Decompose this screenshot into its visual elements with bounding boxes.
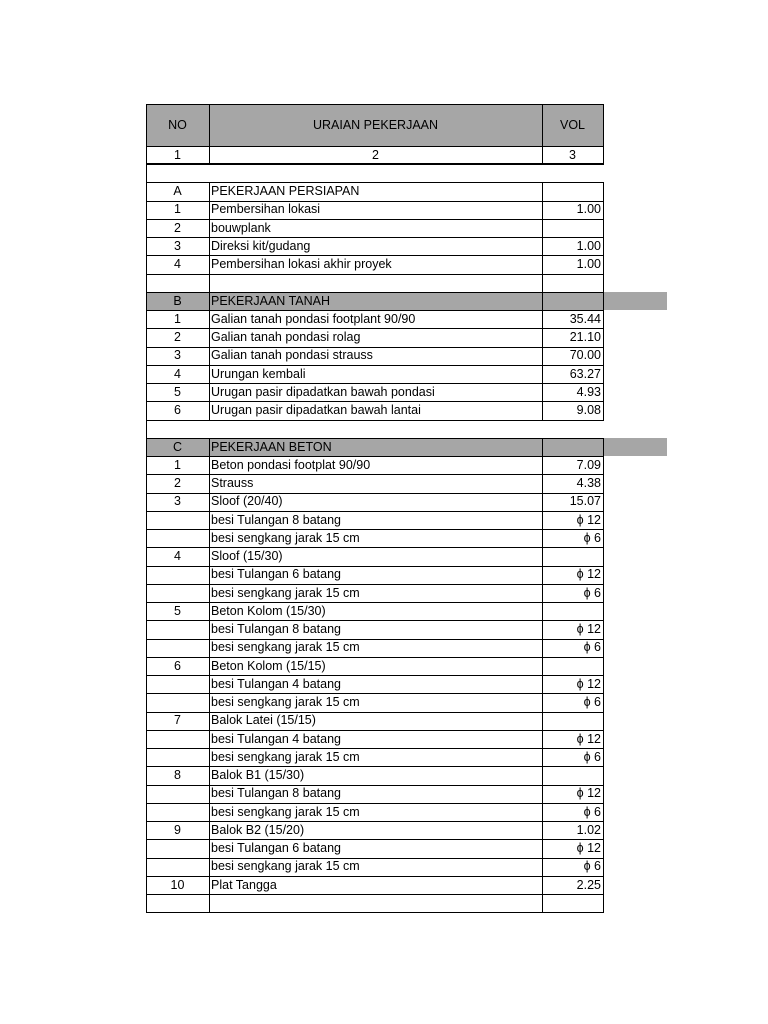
grid-vline bbox=[209, 104, 210, 164]
row-description: besi Tulangan 6 batang bbox=[211, 567, 341, 582]
row-no: C bbox=[172, 439, 183, 454]
row-volume: ϕ 6 bbox=[583, 695, 601, 710]
row-volume: ϕ 6 bbox=[583, 585, 601, 600]
colnum-uraian: 2 bbox=[372, 147, 379, 162]
row-no: 6 bbox=[174, 403, 181, 418]
table-row bbox=[0, 639, 768, 657]
row-description: besi sengkang jarak 15 cm bbox=[211, 804, 360, 819]
table-row bbox=[0, 237, 768, 255]
table-row bbox=[0, 493, 768, 511]
grid-hline bbox=[146, 255, 604, 256]
table-row bbox=[0, 712, 768, 730]
table-row bbox=[0, 383, 768, 401]
row-volume: 1.00 bbox=[576, 202, 601, 217]
row-volume bbox=[542, 712, 603, 730]
row-description bbox=[209, 164, 542, 182]
row-no: 4 bbox=[174, 257, 181, 272]
row-no bbox=[146, 274, 209, 292]
table-row bbox=[0, 347, 768, 365]
row-volume: 1.00 bbox=[576, 238, 601, 253]
table-row bbox=[0, 839, 768, 857]
row-volume: 35.44 bbox=[569, 311, 601, 326]
row-description: Beton pondasi footplat 90/90 bbox=[211, 457, 371, 472]
row-no: 10 bbox=[170, 877, 185, 892]
grid-hline bbox=[146, 164, 604, 165]
row-no: 5 bbox=[174, 384, 181, 399]
row-description: Direksi kit/gudang bbox=[211, 238, 311, 253]
grid-hline bbox=[146, 566, 604, 567]
row-description: Urugan pasir dipadatkan bawah pondasi bbox=[211, 384, 435, 399]
row-no: 4 bbox=[174, 366, 181, 381]
grid-hline bbox=[146, 675, 604, 676]
table-row bbox=[0, 310, 768, 328]
row-no: 8 bbox=[174, 768, 181, 783]
row-volume: ϕ 12 bbox=[576, 786, 601, 801]
table-row bbox=[0, 529, 768, 547]
row-volume bbox=[542, 438, 603, 456]
row-volume: 21.10 bbox=[569, 330, 601, 345]
grid-hline bbox=[146, 547, 604, 548]
table-row bbox=[0, 255, 768, 273]
row-no bbox=[146, 785, 209, 803]
row-no bbox=[146, 894, 209, 912]
table-row bbox=[0, 766, 768, 784]
row-no: B bbox=[173, 293, 182, 308]
row-volume: ϕ 6 bbox=[583, 859, 601, 874]
row-no: 4 bbox=[174, 549, 181, 564]
table-row bbox=[0, 821, 768, 839]
row-volume: 2.25 bbox=[576, 877, 601, 892]
header-uraian: URAIAN PEKERJAAN bbox=[312, 118, 439, 132]
row-no bbox=[146, 620, 209, 638]
table-row bbox=[0, 858, 768, 876]
grid-hline bbox=[146, 274, 604, 275]
row-description: Galian tanah pondasi strauss bbox=[211, 348, 373, 363]
row-description: besi sengkang jarak 15 cm bbox=[211, 695, 360, 710]
row-volume: ϕ 6 bbox=[583, 530, 601, 545]
grid-hline bbox=[146, 237, 604, 238]
row-description: Pembersihan lokasi akhir proyek bbox=[211, 257, 392, 272]
row-no: 5 bbox=[174, 603, 181, 618]
section-row bbox=[0, 292, 768, 310]
row-description: besi sengkang jarak 15 cm bbox=[211, 585, 360, 600]
colnum-no: 1 bbox=[174, 147, 181, 162]
grid-hline bbox=[146, 456, 604, 457]
row-no: 1 bbox=[174, 202, 181, 217]
row-description: Urugan pasir dipadatkan bawah lantai bbox=[211, 403, 421, 418]
row-no: 3 bbox=[174, 494, 181, 509]
grid-hline bbox=[146, 876, 604, 877]
grid-hline bbox=[146, 639, 604, 640]
row-description: PEKERJAAN BETON bbox=[211, 439, 332, 454]
row-no: A bbox=[173, 184, 182, 199]
row-volume: ϕ 12 bbox=[576, 676, 601, 691]
grid-hline bbox=[146, 912, 604, 913]
table-row bbox=[0, 420, 768, 438]
row-description: Balok Latei (15/15) bbox=[211, 713, 316, 728]
row-no bbox=[146, 511, 209, 529]
grid-hline bbox=[146, 347, 604, 348]
row-description bbox=[209, 420, 542, 438]
grid-hline bbox=[146, 620, 604, 621]
row-volume bbox=[542, 766, 603, 784]
row-volume bbox=[542, 274, 603, 292]
table-row bbox=[0, 785, 768, 803]
table-row bbox=[0, 657, 768, 675]
row-no: 1 bbox=[174, 311, 181, 326]
row-description: Beton Kolom (15/15) bbox=[211, 658, 326, 673]
table-row bbox=[0, 584, 768, 602]
row-no bbox=[146, 730, 209, 748]
row-no: 1 bbox=[174, 457, 181, 472]
table-row bbox=[0, 401, 768, 419]
table-row bbox=[0, 803, 768, 821]
section-row bbox=[0, 438, 768, 456]
row-no bbox=[146, 748, 209, 766]
table-row bbox=[0, 365, 768, 383]
row-volume: ϕ 12 bbox=[576, 841, 601, 856]
grid-hline bbox=[146, 858, 604, 859]
grid-hline bbox=[146, 584, 604, 585]
row-description: Pembersihan lokasi bbox=[211, 202, 321, 217]
row-no bbox=[146, 164, 209, 182]
row-volume: ϕ 12 bbox=[576, 731, 601, 746]
row-volume: 7.09 bbox=[576, 457, 601, 472]
grid-hline bbox=[146, 104, 604, 105]
row-no bbox=[146, 420, 209, 438]
row-no: 2 bbox=[174, 330, 181, 345]
row-no bbox=[146, 529, 209, 547]
row-no bbox=[146, 693, 209, 711]
row-description: besi sengkang jarak 15 cm bbox=[211, 859, 360, 874]
row-no bbox=[146, 803, 209, 821]
row-volume: 15.07 bbox=[569, 494, 601, 509]
grid-hline bbox=[146, 401, 604, 402]
grid-vline bbox=[603, 104, 604, 164]
row-no: 9 bbox=[174, 822, 181, 837]
grid-vline bbox=[209, 438, 210, 913]
table-row bbox=[0, 328, 768, 346]
table-row bbox=[0, 730, 768, 748]
grid-hline bbox=[146, 766, 604, 767]
grid-vline bbox=[542, 438, 543, 913]
row-no bbox=[146, 675, 209, 693]
row-no: 2 bbox=[174, 476, 181, 491]
row-no: 2 bbox=[174, 220, 181, 235]
grid-hline bbox=[146, 529, 604, 530]
row-no bbox=[146, 639, 209, 657]
grid-hline bbox=[146, 821, 604, 822]
grid-vline bbox=[542, 182, 543, 420]
row-description: Strauss bbox=[211, 476, 254, 491]
row-no: 6 bbox=[174, 658, 181, 673]
grid-vline bbox=[603, 438, 604, 913]
row-description: Sloof (20/40) bbox=[211, 494, 283, 509]
row-volume bbox=[542, 292, 603, 310]
grid-hline bbox=[146, 219, 604, 220]
grid-hline bbox=[146, 420, 604, 421]
grid-hline bbox=[146, 182, 604, 183]
grid-hline bbox=[146, 146, 604, 147]
row-volume bbox=[542, 894, 603, 912]
row-volume bbox=[542, 602, 603, 620]
row-description: Plat Tangga bbox=[211, 877, 277, 892]
grid-hline bbox=[146, 602, 604, 603]
row-volume: 70.00 bbox=[569, 348, 601, 363]
grid-vline bbox=[209, 182, 210, 420]
row-no bbox=[146, 858, 209, 876]
grid-vline bbox=[542, 104, 543, 164]
colnum-vol: 3 bbox=[569, 147, 576, 162]
row-no bbox=[146, 566, 209, 584]
row-description: besi Tulangan 8 batang bbox=[211, 622, 341, 637]
row-description: Galian tanah pondasi rolag bbox=[211, 330, 361, 345]
row-description: PEKERJAAN PERSIAPAN bbox=[211, 184, 360, 199]
row-volume: ϕ 12 bbox=[576, 512, 601, 527]
row-volume: 4.93 bbox=[576, 384, 601, 399]
grid-hline bbox=[146, 730, 604, 731]
row-description: besi sengkang jarak 15 cm bbox=[211, 530, 360, 545]
row-volume: 63.27 bbox=[569, 366, 601, 381]
table-row bbox=[0, 748, 768, 766]
header-vol: VOL bbox=[559, 118, 585, 132]
grid-vline bbox=[146, 104, 147, 913]
grid-hline bbox=[146, 201, 604, 202]
row-volume: 9.08 bbox=[576, 403, 601, 418]
grid-hline bbox=[146, 511, 604, 512]
row-volume bbox=[542, 547, 603, 565]
table-row bbox=[0, 547, 768, 565]
table-row bbox=[0, 602, 768, 620]
table-row bbox=[0, 164, 768, 182]
header-no: NO bbox=[168, 118, 187, 132]
row-description: besi Tulangan 4 batang bbox=[211, 731, 341, 746]
row-volume: ϕ 12 bbox=[576, 622, 601, 637]
row-no: 3 bbox=[174, 348, 181, 363]
row-description: besi Tulangan 4 batang bbox=[211, 676, 341, 691]
row-description: Balok B2 (15/20) bbox=[211, 822, 305, 837]
row-description: Urungan kembali bbox=[211, 366, 306, 381]
row-volume: 1.02 bbox=[576, 822, 601, 837]
grid-hline bbox=[146, 748, 604, 749]
row-volume: 1.00 bbox=[576, 257, 601, 272]
row-description: Beton Kolom (15/30) bbox=[211, 603, 326, 618]
row-volume bbox=[542, 164, 603, 182]
table-row bbox=[0, 201, 768, 219]
grid-hline bbox=[146, 803, 604, 804]
row-volume: ϕ 6 bbox=[583, 749, 601, 764]
row-description: Balok B1 (15/30) bbox=[211, 768, 305, 783]
row-no bbox=[146, 839, 209, 857]
row-description bbox=[209, 894, 542, 912]
row-description: besi Tulangan 6 batang bbox=[211, 841, 341, 856]
row-description: bouwplank bbox=[211, 220, 271, 235]
grid-hline bbox=[146, 785, 604, 786]
table-row bbox=[0, 274, 768, 292]
grid-hline bbox=[146, 438, 604, 439]
table-row bbox=[0, 511, 768, 529]
grid-hline bbox=[146, 383, 604, 384]
row-description: besi Tulangan 8 batang bbox=[211, 512, 341, 527]
row-volume bbox=[542, 219, 603, 237]
row-description: besi sengkang jarak 15 cm bbox=[211, 749, 360, 764]
grid-hline bbox=[146, 292, 604, 293]
grid-hline bbox=[146, 310, 604, 311]
row-description: besi Tulangan 8 batang bbox=[211, 786, 341, 801]
table-row bbox=[0, 566, 768, 584]
grid-vline bbox=[603, 182, 604, 420]
table-row bbox=[0, 894, 768, 912]
table-row bbox=[0, 620, 768, 638]
row-volume bbox=[542, 182, 603, 200]
grid-hline bbox=[146, 712, 604, 713]
row-no bbox=[146, 584, 209, 602]
table-row bbox=[0, 876, 768, 894]
row-description: Sloof (15/30) bbox=[211, 549, 283, 564]
row-description bbox=[209, 274, 542, 292]
row-volume: 4.38 bbox=[576, 476, 601, 491]
grid-hline bbox=[146, 328, 604, 329]
row-volume bbox=[542, 420, 603, 438]
grid-hline bbox=[146, 657, 604, 658]
row-description: PEKERJAAN TANAH bbox=[211, 293, 331, 308]
row-description: besi sengkang jarak 15 cm bbox=[211, 640, 360, 655]
row-no: 7 bbox=[174, 713, 181, 728]
section-row bbox=[0, 182, 768, 200]
grid-hline bbox=[146, 474, 604, 475]
row-volume: ϕ 6 bbox=[583, 804, 601, 819]
table-row bbox=[0, 693, 768, 711]
grid-hline bbox=[146, 493, 604, 494]
row-volume: ϕ 6 bbox=[583, 640, 601, 655]
row-no: 3 bbox=[174, 238, 181, 253]
table-row bbox=[0, 456, 768, 474]
row-volume: ϕ 12 bbox=[576, 567, 601, 582]
table-row bbox=[0, 219, 768, 237]
table-row bbox=[0, 675, 768, 693]
table-row bbox=[0, 474, 768, 492]
grid-hline bbox=[146, 894, 604, 895]
grid-hline bbox=[146, 839, 604, 840]
grid-hline bbox=[146, 365, 604, 366]
row-volume bbox=[542, 657, 603, 675]
row-description: Galian tanah pondasi footplant 90/90 bbox=[211, 311, 416, 326]
grid-hline bbox=[146, 693, 604, 694]
